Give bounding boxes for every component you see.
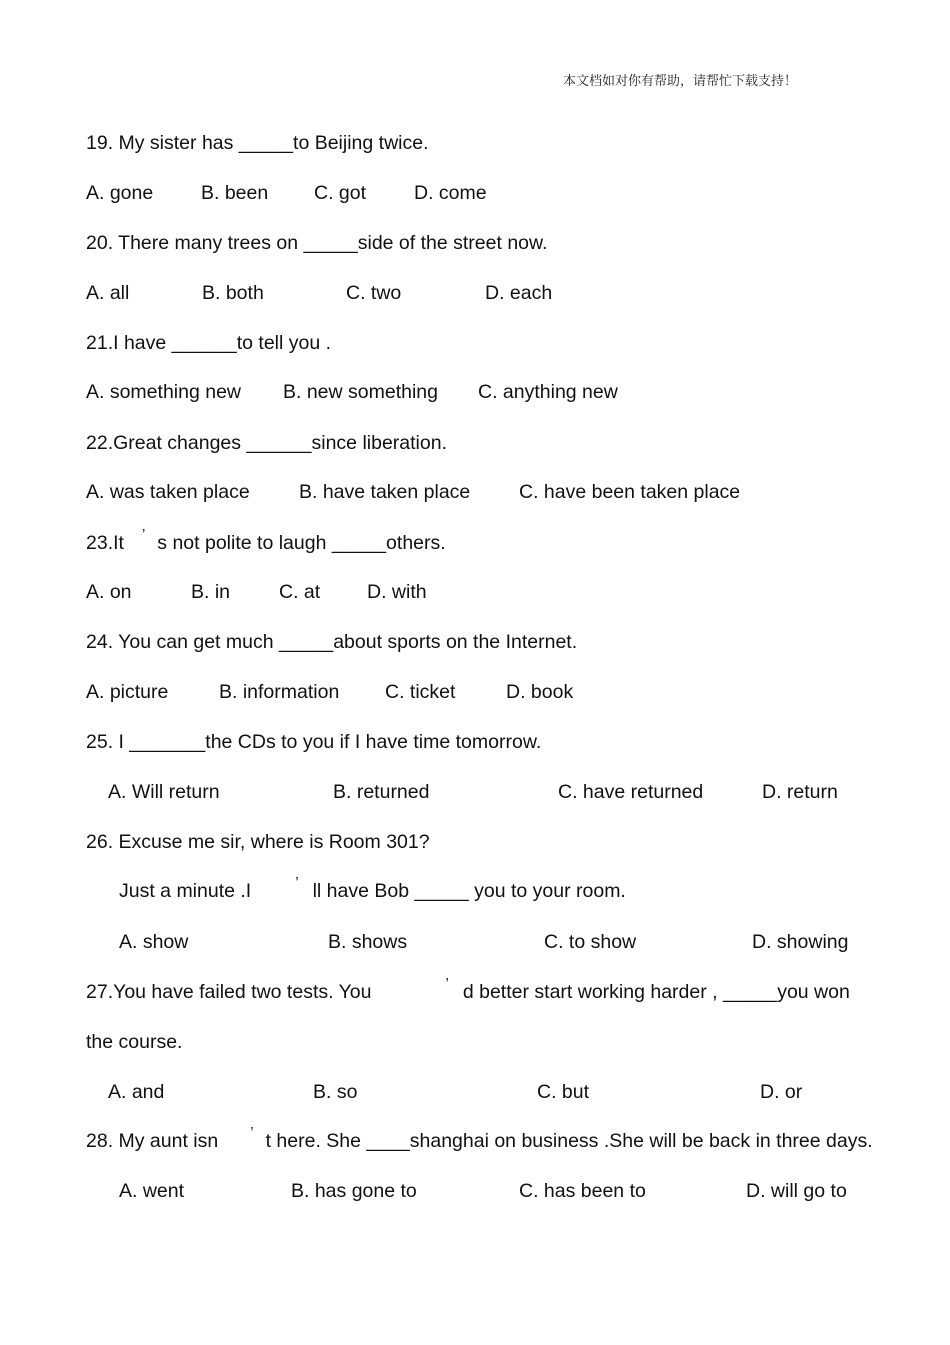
question-26-stem: 26. Excuse me sir, where is Room 301?: [86, 831, 430, 853]
question-22-stem: 22.Great changes ______since liberation.: [86, 432, 447, 454]
option-d[interactable]: D. showing: [752, 931, 849, 953]
question-28-stem: [86, 1124, 873, 1155]
option-c[interactable]: C. to show: [544, 931, 637, 953]
question-27-stem-line2: the course.: [86, 1031, 183, 1053]
option-d[interactable]: D. with: [367, 581, 427, 603]
apostrophe: ’: [445, 975, 449, 992]
option-a[interactable]: A. all: [86, 282, 130, 304]
question-19-stem: 19. My sister has _____to Beijing twice.: [86, 132, 429, 154]
option-c[interactable]: C. two: [346, 282, 402, 304]
option-a[interactable]: A. went: [119, 1180, 185, 1202]
option-d[interactable]: D. each: [485, 282, 553, 304]
option-c[interactable]: C. at: [279, 581, 321, 603]
option-a[interactable]: A. picture: [86, 681, 169, 703]
question-27-options: [0, 1080, 950, 1104]
question-20-options: [0, 281, 950, 305]
option-b[interactable]: B. shows: [328, 931, 408, 953]
stem-part2: s not polite to laugh _____others.: [157, 532, 446, 554]
option-b[interactable]: B. both: [202, 282, 264, 304]
option-d[interactable]: D. or: [760, 1081, 803, 1103]
option-a[interactable]: A. Will return: [108, 781, 220, 803]
question-27-stem: [86, 975, 850, 1006]
question-23-stem: [86, 526, 446, 557]
option-d[interactable]: D. book: [506, 681, 574, 703]
option-b[interactable]: B. in: [191, 581, 231, 603]
question-24-options: [0, 680, 950, 704]
option-a[interactable]: A. on: [86, 581, 132, 603]
question-22-options: [0, 480, 950, 504]
stem-part2: d better start working harder , _____you won: [462, 981, 850, 1003]
option-b[interactable]: B. returned: [333, 781, 430, 803]
reply-part2: ll have Bob _____ you to your room.: [312, 880, 626, 902]
question-19-options: [0, 181, 950, 205]
option-d[interactable]: D. return: [762, 781, 838, 803]
option-c[interactable]: C. but: [537, 1081, 590, 1103]
question-26-options: [0, 930, 950, 954]
option-a[interactable]: A. show: [119, 931, 189, 953]
option-b[interactable]: B. has gone to: [291, 1180, 417, 1202]
question-26-reply: [119, 874, 626, 905]
option-b[interactable]: B. been: [201, 182, 269, 204]
option-d[interactable]: D. come: [414, 182, 487, 204]
option-a[interactable]: A. gone: [86, 182, 154, 204]
option-c[interactable]: C. got: [314, 182, 367, 204]
question-25-stem: 25. I _______the CDs to you if I have time tomorrow.: [86, 731, 542, 753]
option-b[interactable]: B. information: [219, 681, 340, 703]
stem-part1: 28. My aunt isn: [86, 1130, 219, 1152]
option-b[interactable]: B. new something: [283, 381, 439, 403]
stem-part2: t here. She ____shanghai on business .She will be back in three days.: [265, 1130, 873, 1152]
option-c[interactable]: C. have returned: [558, 781, 704, 803]
option-b[interactable]: B. have taken place: [299, 481, 471, 503]
option-c[interactable]: C. anything new: [478, 381, 618, 403]
apostrophe: ’: [295, 874, 299, 891]
question-20-stem: 20. There many trees on _____side of the street now.: [86, 232, 548, 254]
stem-part1: 23.It: [86, 532, 124, 554]
question-28-options: [0, 1179, 950, 1203]
question-21-options: [0, 380, 950, 404]
option-d[interactable]: D. will go to: [746, 1180, 847, 1202]
apostrophe: ’: [141, 526, 146, 543]
option-a[interactable]: A. something new: [86, 381, 242, 403]
question-25-options: [0, 780, 950, 804]
option-c[interactable]: C. ticket: [385, 681, 456, 703]
question-23-options: [0, 580, 950, 604]
option-c[interactable]: C. has been to: [519, 1180, 646, 1202]
question-21-stem: 21.I have ______to tell you .: [86, 332, 332, 354]
question-24-stem: 24. You can get much _____about sports on the Internet.: [86, 631, 578, 653]
option-a[interactable]: A. was taken place: [86, 481, 250, 503]
apostrophe: ’: [250, 1124, 254, 1141]
page-header-note: 本文档如对你有帮助，请帮忙下载支持！: [563, 74, 798, 89]
reply-part1: Just a minute .I: [119, 880, 252, 902]
option-c[interactable]: C. have been taken place: [519, 481, 741, 503]
option-b[interactable]: B. so: [313, 1081, 358, 1103]
stem-part1: 27.You have failed two tests. You: [86, 981, 372, 1003]
option-a[interactable]: A. and: [108, 1081, 165, 1103]
